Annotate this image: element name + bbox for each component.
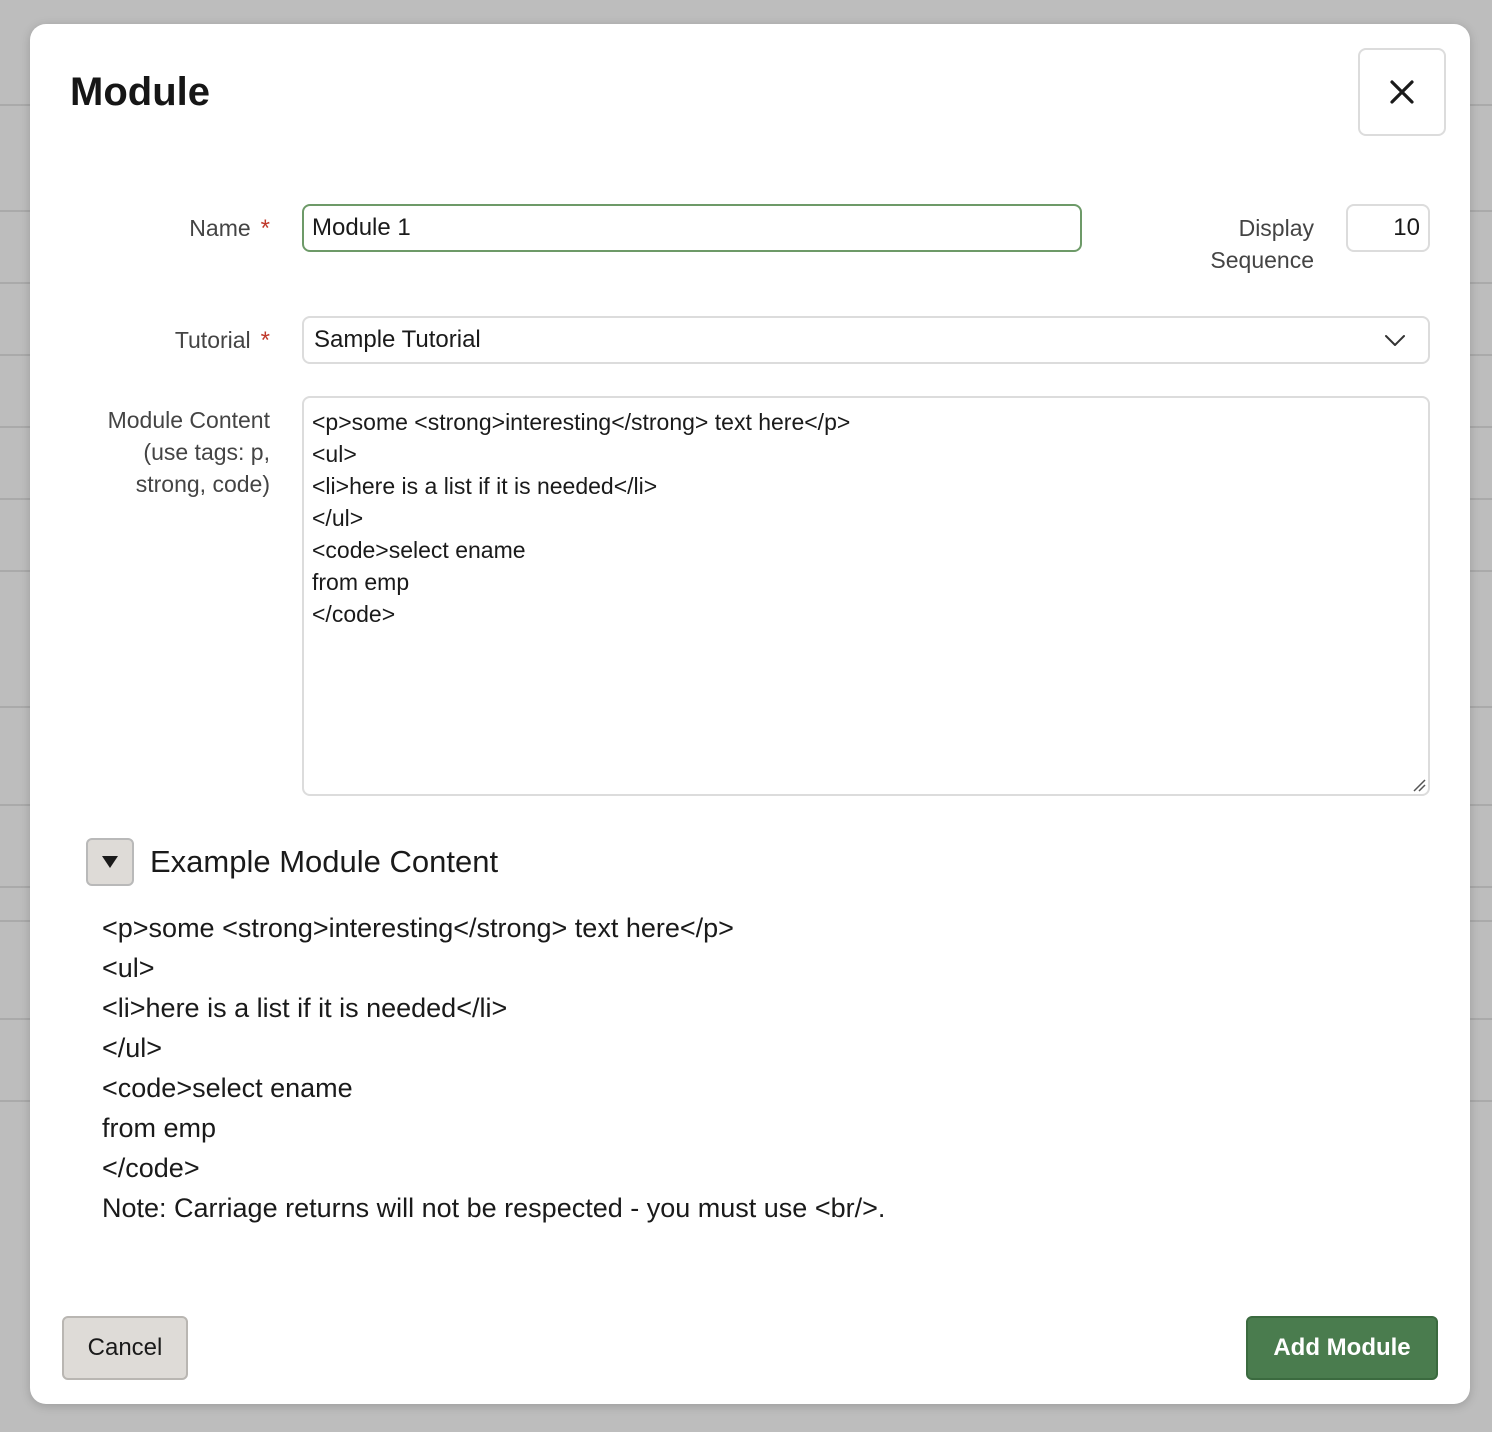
background-divider xyxy=(1470,804,1492,806)
example-line: <ul> xyxy=(102,953,155,983)
background-divider xyxy=(1470,886,1492,888)
chevron-down-icon xyxy=(1384,329,1406,351)
triangle-down-icon xyxy=(101,855,119,869)
background-divider xyxy=(0,886,30,888)
example-line: <li>here is a list if it is needed</li> xyxy=(102,993,508,1023)
background-divider xyxy=(0,426,30,428)
display-sequence-value: 10 xyxy=(1393,214,1420,241)
module-dialog xyxy=(30,24,1470,1404)
textarea-line: <p>some <strong>interesting</strong> text here</p> xyxy=(312,409,851,435)
example-line: <p>some <strong>interesting</strong> text here</p> xyxy=(102,913,734,943)
example-region-toggle[interactable] xyxy=(86,838,134,886)
textarea-line: from emp xyxy=(312,569,410,595)
background-divider xyxy=(1470,210,1492,212)
tutorial-label xyxy=(120,324,270,357)
textarea-line: </ul> xyxy=(312,505,364,531)
example-line: from emp xyxy=(102,1113,217,1143)
background-divider xyxy=(1470,282,1492,284)
module-content-label-line3: strong, code) xyxy=(135,471,270,497)
add-module-button[interactable]: Add Module xyxy=(1246,1316,1438,1380)
example-note: Note: Carriage returns will not be respected - you must use <br/>. xyxy=(102,1193,886,1223)
dialog-title: Module xyxy=(70,70,210,114)
name-input[interactable] xyxy=(302,204,1082,252)
name-label-text: Name xyxy=(189,215,251,241)
close-button[interactable] xyxy=(1358,48,1446,136)
background-divider xyxy=(0,706,30,708)
example-line: </ul> xyxy=(102,1033,163,1063)
resize-handle-icon[interactable] xyxy=(1410,776,1426,792)
example-region-title: Example Module Content xyxy=(150,844,499,879)
close-icon xyxy=(1389,79,1415,105)
background-divider xyxy=(0,210,30,212)
tutorial-selected-value: Sample Tutorial xyxy=(314,326,481,353)
background-divider xyxy=(0,1018,30,1020)
background-divider xyxy=(0,1100,30,1102)
background-divider xyxy=(0,570,30,572)
tutorial-select[interactable] xyxy=(302,316,1430,364)
display-sequence-input[interactable] xyxy=(1346,204,1430,252)
background-divider xyxy=(1470,1018,1492,1020)
background-divider xyxy=(1470,706,1492,708)
textarea-line: </code> xyxy=(312,601,396,627)
name-label xyxy=(140,212,270,245)
example-content xyxy=(102,908,885,1228)
background-divider xyxy=(0,498,30,500)
cancel-button[interactable]: Cancel xyxy=(62,1316,188,1380)
background-divider xyxy=(0,804,30,806)
background-divider xyxy=(1470,426,1492,428)
background-divider xyxy=(1470,920,1492,922)
module-content-label-line2: (use tags: p, xyxy=(143,439,270,465)
required-marker: * xyxy=(260,215,270,242)
background-divider xyxy=(0,920,30,922)
background-divider xyxy=(0,104,30,106)
tutorial-label-text: Tutorial xyxy=(174,327,251,353)
background-divider xyxy=(1470,498,1492,500)
example-line: <code>select ename xyxy=(102,1073,353,1103)
module-content-label-line1: Module Content xyxy=(107,407,270,433)
name-input-value: Module 1 xyxy=(312,214,411,241)
background-divider xyxy=(1470,1100,1492,1102)
textarea-line: <code>select ename xyxy=(312,537,526,563)
background-divider xyxy=(1470,570,1492,572)
background-divider xyxy=(0,354,30,356)
module-content-label xyxy=(50,404,270,500)
display-sequence-label-line2: Sequence xyxy=(1210,247,1314,273)
textarea-line: <ul> xyxy=(312,441,357,467)
background-divider xyxy=(1470,104,1492,106)
background-divider xyxy=(1470,354,1492,356)
textarea-line: <li>here is a list if it is needed</li> xyxy=(312,473,658,499)
display-sequence-label xyxy=(1140,212,1314,276)
example-line: </code> xyxy=(102,1153,200,1183)
module-content-textarea[interactable] xyxy=(302,396,1430,796)
required-marker: * xyxy=(260,327,270,354)
display-sequence-label-line1: Display xyxy=(1238,215,1314,241)
background-divider xyxy=(0,282,30,284)
